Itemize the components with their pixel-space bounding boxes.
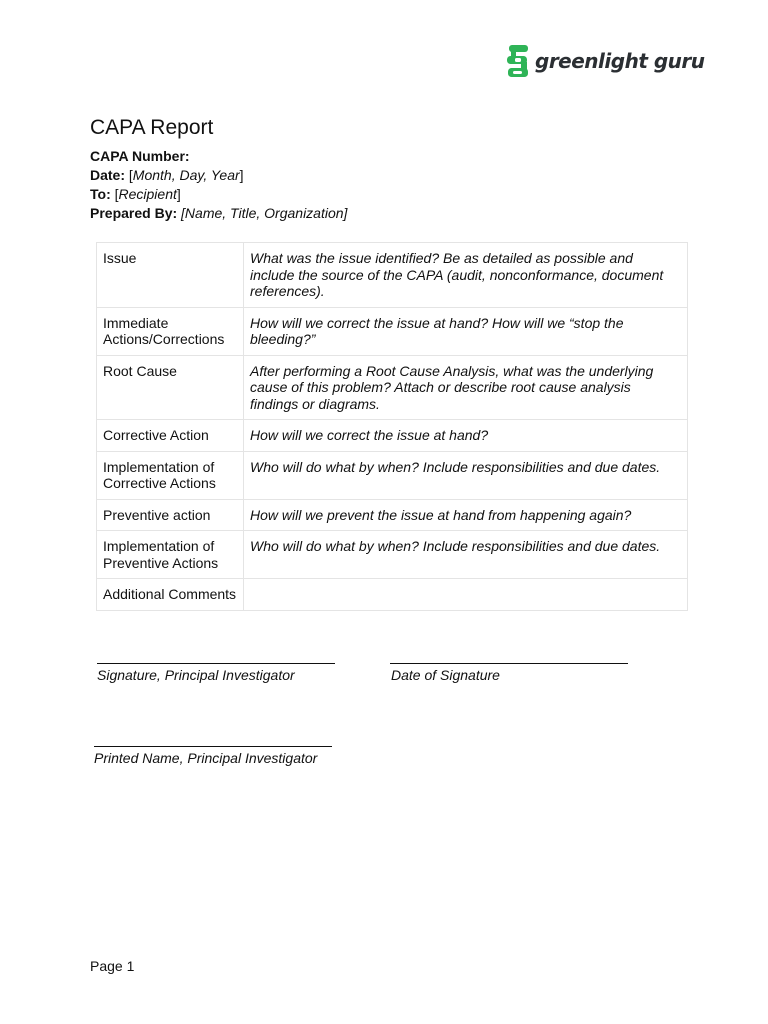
row-value: After performing a Root Cause Analysis, what was the underlying cause of this problem? Attach or describe root cause analysis findings or diagrams. [244, 355, 688, 420]
row-label: Issue [97, 243, 244, 308]
row-value: Who will do what by when? Include responsibilities and due dates. [244, 531, 688, 579]
page-number: Page 1 [90, 958, 135, 974]
table-row [97, 451, 688, 499]
date-signature-line[interactable] [390, 663, 628, 664]
to-line: To: [Recipient] [90, 186, 181, 202]
table-row [97, 420, 688, 452]
to-label: To: [90, 186, 111, 202]
row-value: Who will do what by when? Include responsibilities and due dates. [244, 451, 688, 499]
row-value: How will we correct the issue at hand? [244, 420, 688, 452]
row-label: Preventive action [97, 499, 244, 531]
report-meta [90, 147, 347, 223]
page-title: CAPA Report [90, 116, 214, 139]
prepared-by-line [90, 204, 347, 223]
row-value [244, 579, 688, 611]
prepared-by-label: Prepared By: [90, 205, 178, 221]
date-line: Date: [Month, Day, Year] [90, 167, 244, 183]
logo-wordmark: greenlight guru [535, 49, 705, 73]
table-row [97, 307, 688, 355]
to-value: Recipient [118, 186, 177, 202]
table-row [97, 355, 688, 420]
prepared-by-value: [Name, Title, Organization] [181, 205, 348, 221]
table-row [97, 579, 688, 611]
row-value: How will we correct the issue at hand? How will we “stop the bleeding?” [244, 307, 688, 355]
capa-number-line [90, 147, 347, 166]
row-value: How will we prevent the issue at hand from happening again? [244, 499, 688, 531]
date-label: Date: [90, 167, 126, 183]
signature-pi-label: Signature, Principal Investigator [97, 667, 295, 683]
row-label: Implementation of Preventive Actions [97, 531, 244, 579]
row-label: Immediate Actions/Corrections [97, 307, 244, 355]
row-label: Corrective Action [97, 420, 244, 452]
row-label: Root Cause [97, 355, 244, 420]
printed-name-label: Printed Name, Principal Investigator [94, 750, 318, 766]
date-value: Month, Day, Year [132, 167, 240, 183]
row-label: Additional Comments [97, 579, 244, 611]
signature-line-pi[interactable] [97, 663, 335, 664]
greenlight-logo-icon [506, 44, 530, 78]
capa-number-label: CAPA Number: [90, 148, 190, 164]
table-row [97, 531, 688, 579]
printed-name-line[interactable] [94, 746, 332, 747]
table-row [97, 499, 688, 531]
capa-table [96, 242, 688, 611]
row-label: Implementation of Corrective Actions [97, 451, 244, 499]
table-row [97, 243, 688, 308]
row-value: What was the issue identified? Be as detailed as possible and include the source of the CAPA (audit, nonconformance, document references). [244, 243, 688, 308]
greenlight-guru-logo [506, 44, 705, 78]
date-signature-label: Date of Signature [391, 667, 500, 683]
